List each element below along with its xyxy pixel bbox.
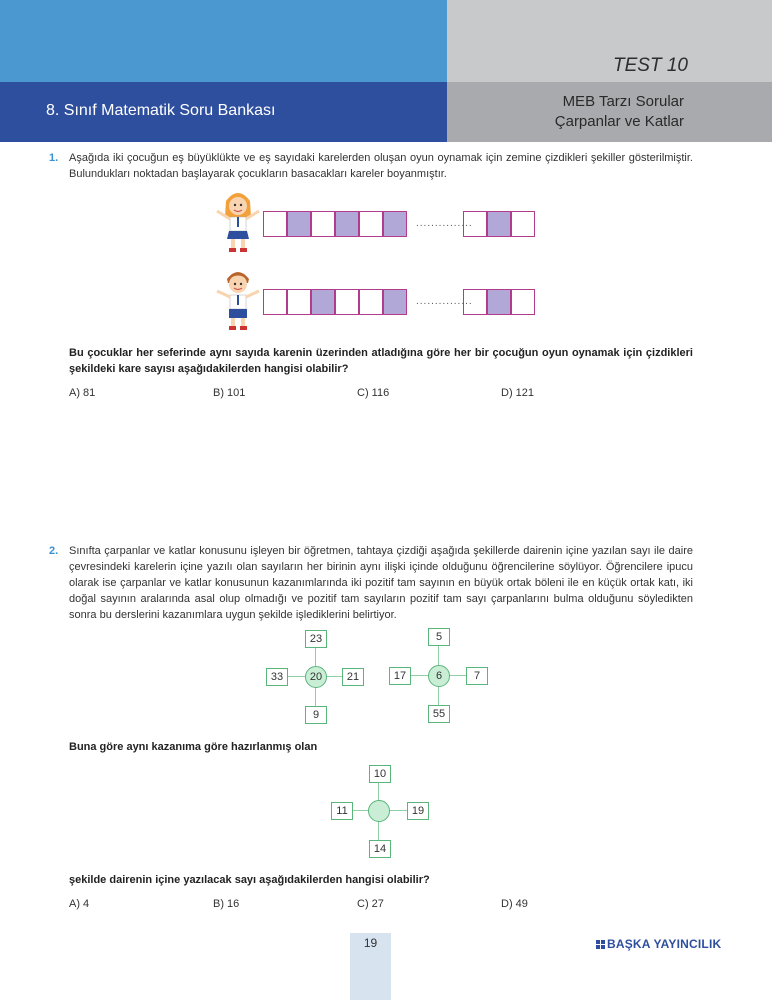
painted-square bbox=[335, 211, 359, 237]
diagram-3-empty-circle bbox=[368, 800, 390, 822]
header-banner-blue bbox=[0, 0, 447, 82]
question-1-prompt: Bu çocuklar her seferinde aynı sayıda karenin üzerinden atladığına göre her bir çocuğun oyun oynamak için çizdikleri şekildeki kare sayısı aşağıdakilerden hangisi olabilir? bbox=[69, 347, 693, 375]
diagram-1-top-square: 23 bbox=[305, 630, 327, 648]
q2-option-b: B) 16 bbox=[213, 898, 240, 910]
q2-option-c: C) 27 bbox=[357, 898, 384, 910]
publisher-mark-icon bbox=[596, 940, 605, 949]
header-banner-gray bbox=[447, 0, 772, 82]
subtitle-line-2: Çarpanlar ve Katlar bbox=[554, 113, 684, 130]
painted-square bbox=[487, 211, 511, 237]
square bbox=[263, 211, 287, 237]
question-2-number: 2. bbox=[49, 545, 59, 557]
painted-square bbox=[287, 211, 311, 237]
ellipsis-dots: ............... bbox=[416, 296, 473, 307]
painted-square bbox=[383, 289, 407, 315]
test-label: TEST 10 bbox=[613, 55, 688, 76]
diagram-3-top-square: 10 bbox=[369, 765, 391, 783]
ellipsis-dots: ............... bbox=[416, 218, 473, 229]
q1-option-b: B) 101 bbox=[213, 387, 246, 399]
diagram-3-left-square: 11 bbox=[331, 802, 353, 820]
q1-option-c: C) 116 bbox=[357, 387, 390, 399]
diagram-2-center-circle: 6 bbox=[428, 665, 450, 687]
square bbox=[359, 211, 383, 237]
q2-option-d: D) 49 bbox=[501, 898, 528, 910]
question-1-number: 1. bbox=[49, 152, 59, 164]
diagram-2-bottom-square: 55 bbox=[428, 705, 450, 723]
square bbox=[263, 289, 287, 315]
diagram-1-right-square: 21 bbox=[342, 668, 364, 686]
q1-option-a: A) 81 bbox=[69, 387, 96, 399]
publisher-logo bbox=[596, 937, 721, 951]
painted-square bbox=[487, 289, 511, 315]
painted-square bbox=[383, 211, 407, 237]
question-2-lead-in: Buna göre aynı kazanıma göre hazırlanmış olan bbox=[69, 741, 318, 753]
q1-option-d: D) 121 bbox=[501, 387, 535, 399]
diagram-3-bottom-square: 14 bbox=[369, 840, 391, 858]
square bbox=[359, 289, 383, 315]
girl-illustration bbox=[214, 187, 262, 255]
diagram-1-bottom-square: 9 bbox=[305, 706, 327, 724]
diagram-3-right-square: 19 bbox=[407, 802, 429, 820]
page-number: 19 bbox=[363, 936, 378, 950]
publisher-name: BAŞKA YAYINCILIK bbox=[607, 937, 722, 951]
square bbox=[311, 211, 335, 237]
square bbox=[287, 289, 311, 315]
question-1-text: Aşağıda iki çocuğun eş büyüklükte ve eş sayıdaki karelerden oluşan oyun oynamak için zemine çizdikleri şekiller gösterilmiştir. Bulundukları noktadan başlayarak çocukların basacakları kareler boyanmıştır. bbox=[69, 152, 693, 180]
diagram-2-right-square: 7 bbox=[466, 667, 488, 685]
square bbox=[511, 289, 535, 315]
diagram-1-left-square: 33 bbox=[266, 668, 288, 686]
q2-option-a: A) 4 bbox=[69, 898, 90, 910]
painted-square bbox=[311, 289, 335, 315]
boy-illustration bbox=[214, 265, 262, 333]
section-subtitle bbox=[555, 92, 684, 132]
question-2-text: Sınıfta çarpanlar ve katlar konusunu işleyen bir öğretmen, tahtaya çizdiği aşağıda şekillerde dairenin içine yazılan sayı ile daire çevresindeki karelerin içine yazılı olan sayıların her birinin aynı ilişki içinde olduğunu öğrencilerine söylüyor. Öğrencilere ipucu olarak ise çarpanlar ve katlar konusunun kazanımlarında iki pozitif tam sayının en büyük ortak böleni ile en küçük ortak katı, iki doğal sayının aralarında asal olup olmadığı ve pozitif tam sayıların pozitif tam sayı çarpanlarını bulma olduğunu söyledikten sonra bu derslerini kazanımlara uygun şekilde işlediklerini belirtiyor. bbox=[69, 545, 693, 621]
diagram-2-top-square: 5 bbox=[428, 628, 450, 646]
diagram-1-center-circle: 20 bbox=[305, 666, 327, 688]
diagram-2-left-square: 17 bbox=[389, 667, 411, 685]
question-2-prompt: şekilde dairenin içine yazılacak sayı aşağıdakilerden hangisi olabilir? bbox=[69, 874, 430, 886]
square bbox=[511, 211, 535, 237]
subtitle-line-1: MEB Tarzı Sorular bbox=[562, 93, 684, 110]
book-title: 8. Sınıf Matematik Soru Bankası bbox=[46, 102, 276, 119]
square bbox=[335, 289, 359, 315]
